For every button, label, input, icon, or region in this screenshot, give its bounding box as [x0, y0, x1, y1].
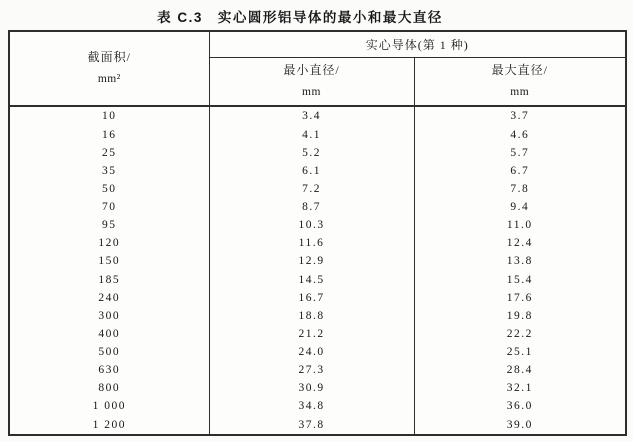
- cell-max: 15.4: [414, 270, 626, 288]
- header-max-cell: [414, 57, 626, 106]
- table-row: [9, 361, 626, 379]
- cell-area: 10: [9, 106, 209, 126]
- table-row: [9, 325, 626, 343]
- header-min-label: 最小直径/: [283, 63, 340, 78]
- header-area-unit: mm²: [97, 72, 121, 85]
- cell-min: 4.1: [209, 126, 414, 144]
- header-max-label: 最大直径/: [491, 63, 548, 78]
- table-row: [9, 162, 626, 180]
- cell-min: 8.7: [209, 198, 414, 216]
- table-row: [9, 379, 626, 397]
- cell-min: 30.9: [209, 379, 414, 397]
- conductor-diameter-table: [8, 30, 627, 436]
- cell-max: 5.7: [414, 144, 626, 162]
- cell-area: 35: [9, 162, 209, 180]
- cell-max: 19.8: [414, 307, 626, 325]
- table-row: [9, 106, 626, 126]
- table-header: [9, 31, 626, 106]
- header-group-cell: 实心导体(第 1 种): [209, 31, 626, 57]
- cell-area: 300: [9, 307, 209, 325]
- cell-min: 11.6: [209, 234, 414, 252]
- cell-max: 12.4: [414, 234, 626, 252]
- cell-min: 6.1: [209, 162, 414, 180]
- header-max-unit: mm: [510, 85, 530, 98]
- cell-area: 120: [9, 234, 209, 252]
- cell-area: 1 200: [9, 415, 209, 435]
- cell-max: 25.1: [414, 343, 626, 361]
- cell-min: 3.4: [209, 106, 414, 126]
- cell-min: 12.9: [209, 252, 414, 270]
- cell-area: 240: [9, 289, 209, 307]
- table-row: [9, 180, 626, 198]
- table-row: [9, 234, 626, 252]
- cell-max: 3.7: [414, 106, 626, 126]
- header-area-label: 截面积/: [87, 50, 131, 65]
- table-row: [9, 343, 626, 361]
- cell-min: 34.8: [209, 397, 414, 415]
- table-row: [9, 126, 626, 144]
- cell-max: 39.0: [414, 415, 626, 435]
- header-area-cell: [9, 31, 209, 106]
- cell-min: 27.3: [209, 361, 414, 379]
- table-row: [9, 270, 626, 288]
- cell-min: 37.8: [209, 415, 414, 435]
- cell-area: 25: [9, 144, 209, 162]
- cell-max: 6.7: [414, 162, 626, 180]
- table-row: [9, 307, 626, 325]
- cell-area: 500: [9, 343, 209, 361]
- cell-min: 5.2: [209, 144, 414, 162]
- cell-area: 150: [9, 252, 209, 270]
- cell-min: 24.0: [209, 343, 414, 361]
- cell-area: 630: [9, 361, 209, 379]
- table-caption: 表 C.3 实心圆形铝导体的最小和最大直径: [157, 10, 443, 25]
- table-row: [9, 415, 626, 435]
- header-min-cell: [209, 57, 414, 106]
- cell-min: 14.5: [209, 270, 414, 288]
- cell-area: 800: [9, 379, 209, 397]
- header-group-row: [9, 31, 626, 57]
- cell-max: 32.1: [414, 379, 626, 397]
- cell-min: 10.3: [209, 216, 414, 234]
- cell-max: 7.8: [414, 180, 626, 198]
- cell-max: 11.0: [414, 216, 626, 234]
- cell-min: 7.2: [209, 180, 414, 198]
- cell-area: 185: [9, 270, 209, 288]
- cell-max: 13.8: [414, 252, 626, 270]
- cell-area: 95: [9, 216, 209, 234]
- table-row: [9, 252, 626, 270]
- table-row: [9, 397, 626, 415]
- table-row: [9, 289, 626, 307]
- table-row: [9, 198, 626, 216]
- table-row: [9, 144, 626, 162]
- cell-min: 21.2: [209, 325, 414, 343]
- cell-max: 17.6: [414, 289, 626, 307]
- cell-area: 16: [9, 126, 209, 144]
- table-body: [9, 106, 626, 435]
- cell-max: 36.0: [414, 397, 626, 415]
- cell-max: 28.4: [414, 361, 626, 379]
- cell-max: 22.2: [414, 325, 626, 343]
- cell-area: 70: [9, 198, 209, 216]
- cell-area: 50: [9, 180, 209, 198]
- table-row: [9, 216, 626, 234]
- cell-min: 18.8: [209, 307, 414, 325]
- cell-area: 400: [9, 325, 209, 343]
- cell-max: 4.6: [414, 126, 626, 144]
- cell-min: 16.7: [209, 289, 414, 307]
- cell-area: 1 000: [9, 397, 209, 415]
- header-min-unit: mm: [302, 85, 321, 98]
- cell-max: 9.4: [414, 198, 626, 216]
